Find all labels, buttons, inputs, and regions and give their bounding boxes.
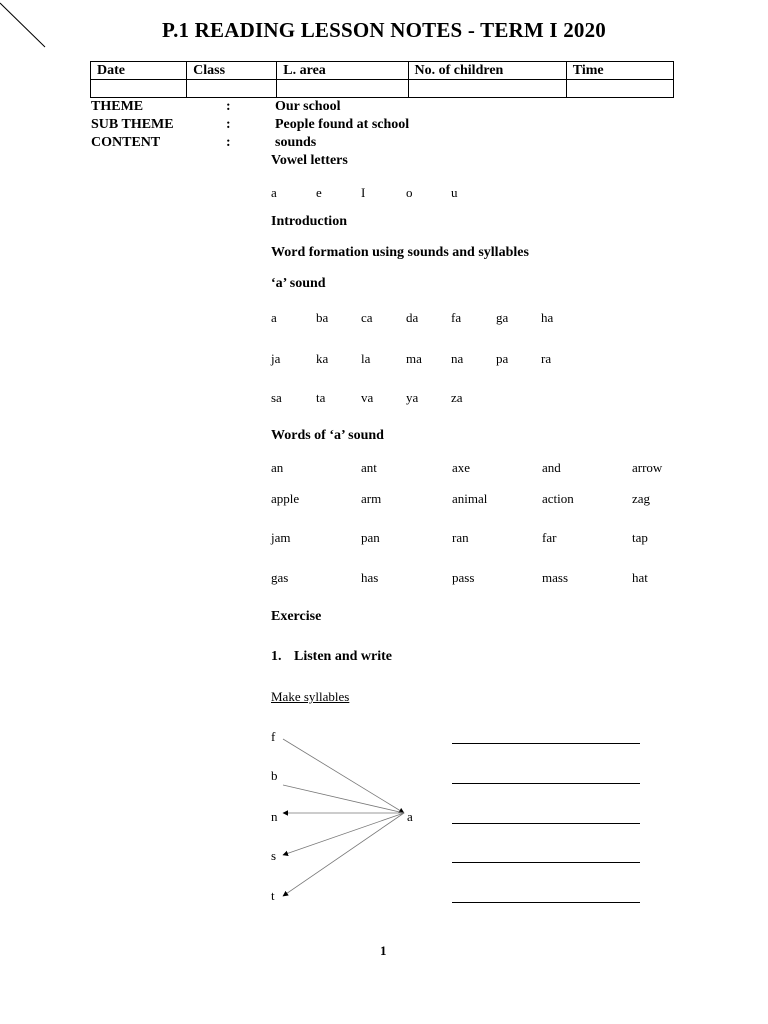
syllable: va	[361, 390, 374, 405]
answer-line[interactable]	[452, 743, 640, 744]
vowel-letter: I	[361, 185, 366, 200]
header-no-of-children: No. of children	[408, 62, 566, 80]
theme-colon: :	[226, 99, 231, 114]
listen-and-write: Listen and write	[294, 649, 392, 664]
header-date: Date	[91, 62, 187, 80]
page-title: P.1 READING LESSON NOTES - TERM I 2020	[161, 18, 607, 42]
answer-line[interactable]	[452, 783, 640, 784]
answer-line[interactable]	[452, 823, 640, 824]
words-heading: Words of ‘a’ sound	[271, 428, 384, 443]
answer-line[interactable]	[452, 862, 640, 863]
arrow-t	[283, 813, 404, 896]
introduction-heading: Introduction	[271, 214, 347, 229]
arrow-s	[283, 813, 404, 855]
syllable: pa	[496, 351, 509, 366]
letter-n: n	[271, 809, 278, 824]
word: arrow	[632, 460, 663, 475]
make-syllables-instruction: Make syllables	[271, 689, 350, 704]
answer-line[interactable]	[452, 902, 640, 903]
vowel-letter: a	[271, 185, 277, 200]
syllable: a	[271, 310, 277, 325]
exercise-heading: Exercise	[271, 609, 322, 624]
word: action	[542, 491, 574, 506]
content-colon: :	[226, 135, 231, 150]
letter-f: f	[271, 729, 276, 744]
syllable: ba	[316, 310, 329, 325]
vowel-letter: e	[316, 185, 322, 200]
question-number: 1.	[271, 649, 282, 664]
syllable: ma	[406, 351, 422, 366]
arrow-f	[283, 739, 404, 813]
subtheme-value: People found at school	[275, 117, 410, 132]
word: an	[271, 460, 284, 475]
syllable: ga	[496, 310, 509, 325]
vowel-heading: Vowel letters	[271, 153, 348, 168]
word: pass	[452, 570, 475, 585]
word: apple	[271, 491, 300, 506]
word: far	[542, 530, 557, 545]
word-formation-heading: Word formation using sounds and syllables	[271, 245, 529, 260]
syllable: ya	[406, 390, 419, 405]
page-number: 1	[380, 943, 387, 958]
syllable: za	[451, 390, 463, 405]
a-sound-heading: ‘a’ sound	[271, 276, 326, 291]
syllable: sa	[271, 390, 282, 405]
theme-label: THEME	[91, 99, 144, 114]
content-value: sounds	[275, 135, 317, 150]
syllable: fa	[451, 310, 462, 325]
vowel-letter: u	[451, 185, 458, 200]
word: animal	[452, 491, 488, 506]
syllable: da	[406, 310, 419, 325]
word: ant	[361, 460, 377, 475]
word: zag	[632, 491, 651, 506]
header-learning-area: L. area	[277, 62, 408, 80]
letter-t: t	[271, 888, 275, 903]
syllable: ja	[271, 351, 281, 366]
syllable: ca	[361, 310, 373, 325]
letter-b: b	[271, 768, 278, 783]
syllable: ra	[541, 351, 552, 366]
word: hat	[632, 570, 648, 585]
letter-s: s	[271, 848, 277, 863]
subtheme-label: SUB THEME	[91, 117, 174, 132]
syllable: ka	[316, 351, 329, 366]
header-class: Class	[187, 62, 277, 80]
syllable: ha	[541, 310, 554, 325]
arrow-b	[283, 785, 404, 813]
word: gas	[271, 570, 289, 585]
word: tap	[632, 530, 648, 545]
syllable: la	[361, 351, 371, 366]
word: has	[361, 570, 379, 585]
theme-value: Our school	[275, 99, 341, 114]
content-label: CONTENT	[91, 135, 161, 150]
word: arm	[361, 491, 382, 506]
syllable: ta	[316, 390, 326, 405]
word: pan	[361, 530, 380, 545]
word: mass	[542, 570, 568, 585]
word: axe	[452, 460, 471, 475]
word: and	[542, 460, 561, 475]
header-time: Time	[566, 62, 673, 80]
syllable: na	[451, 351, 464, 366]
word: jam	[271, 530, 291, 545]
word: ran	[452, 530, 469, 545]
target-letter-a: a	[407, 809, 413, 824]
subtheme-colon: :	[226, 117, 231, 132]
vowel-letter: o	[406, 185, 413, 200]
